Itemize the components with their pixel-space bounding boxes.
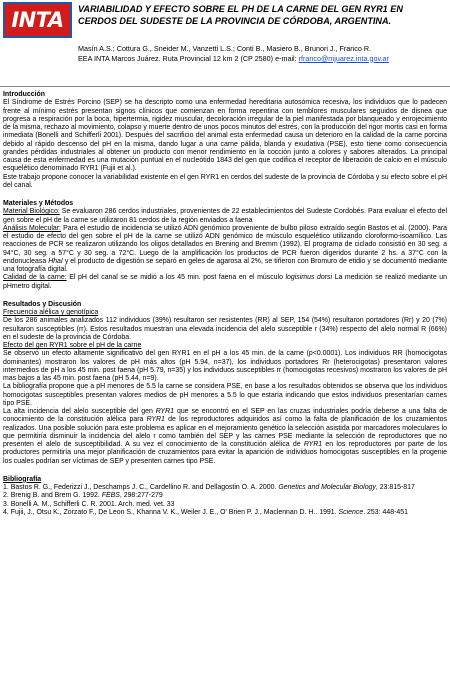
meat-text-a: El pH del canal se se midió a los 45 min. post faena en el músculo — [66, 274, 286, 282]
methods-biological — [3, 208, 447, 225]
disc-c: de los reproductores adquiridos así como la falta de planificación de los cruzamientos realizados. Una posible solución para este problema es aplicar en el mejoramiento genético la selección asistida por marcadores moleculares lo que permitiría disminuir la incidencia del alelo r como también del SEP y las carnes PSE mediante la selección de reproductores que no presenten el alelo de susceptibilidad. A su vez el conocimiento de la constitución alélica de — [3, 416, 447, 448]
results-discussion-text — [3, 408, 447, 466]
ref2-pages: , 298:277-279 — [119, 492, 163, 500]
ref2-journal: FEBS — [101, 492, 120, 500]
poster-title: VARIABILIDAD Y EFECTO SOBRE EL PH DE LA CARNE DEL GEN RYR1 EN CERDOS DEL SUDESTE DE LA PROVINCIA DE CÓRDOBA, ARGENTINA. — [78, 4, 403, 26]
methods-meat-quality — [3, 274, 447, 291]
results-frequency-text: De los 286 animales analizados 112 individuos (39%) resultaron ser resistentes (RR) al SEP, 154 (54%) resultaron portadores (Rr) y 20 (7%) resultaron susceptibles (rr). Estos resultados muestran una elevada incidencia del alelo susceptible r (34%) respecto del alelo normal R (66%) en el sudeste de la provincia de Córdoba. — [3, 317, 447, 341]
reference-1 — [3, 484, 447, 492]
mol-text-a: Para el estudio de incidencia se utilizó ADN genómico proveniente de bulbo piloso extraído según Bastos et al. (2000). Para el estudio de efecto del gen sobre el pH de la carne se utilizó ADN genómico de músculo esquelético utilizando cloroformo-isoamílico. Las reacciones de PCR se realizaron utilizando los oligos detallados en Brening and Bremm (1992). El programa de ciclado consistió en 30 seg. a 94°C, 30 seg. a 57°C y 30 seg. a 72°C. Luego de la amplificación los productos de PCR fueron digeridos durante 2 hs. a 37°C con la endonucleasa — [3, 224, 448, 265]
gene-name: RYR1 — [303, 441, 323, 448]
meat-label: Calidad de la carne: — [3, 274, 67, 282]
disc-d: en los reproductores por parte de los productores permitiría una mejor planificación de cruzamientos para evitar la aparición de individuos homocigotas susceptibles en la progenie los cuales podrían ser víctimas de SEP y presenten carnes tipo PSE. — [3, 441, 447, 465]
reference-4 — [3, 509, 447, 517]
ref2-authors: 2. Brenig B. and Brem G. 1992. — [3, 492, 102, 500]
results-subheading-frequency: Frecuencia alélica y genotípica — [3, 309, 99, 316]
poster-body — [3, 91, 447, 517]
ref1-authors: 1. Bastos R. G., Federizzi J., Deschamps J. C., Cardellino R. and Dellagostin O. A. 2000. — [3, 484, 279, 491]
methods-heading: Materiales y Métodos — [3, 200, 74, 207]
poster-header — [0, 0, 450, 88]
results-pse-text: La bibliografía propone que a pH menores de 5.5 la carne se considera PSE, en base a los resultados obtenidos se observa que los individuos homocigotas susceptibles presentan valores medios de pH menores a 5.5 lo que estaría indicando que estos individuos presentarían carnes tipo PSE. — [3, 383, 447, 407]
intro-paragraph: El Síndrome de Estrés Porcino (SEP) se ha descripto como una enfermedad hereditaria autosómica recesiva, los individuos que lo padecen frente al mínimo estrés presentan signos clínicos que comienzan en forma repentina con temblores musculares seguidos de disnea que progresa a respiración por la boca, hipertermia, rigidez muscular, decoloración irregular de la piel manifestada por blanqueado y enrojecimiento de la misma, rechazo al movimiento, colapso y muerte dentro de unos pocos minutos del estrés, con la producción del rigor mortis casi en forma inmediata (Bonelli and Schifferli 2001). Después del sacrificio del animal esta enfermedad causa un deterioro en la calidad de la carne porcina debido al rápido descenso del pH en la misma, dando lugar a una carne pálida, blanda y exudativa (PSE), esto tiene como consecuencia grandes pérdidas industriales al obtener un producto con menor rendimiento en la cocción junto a colores y sabores alterados. La principal causa de esta enfermedad es una mutación puntual en el nucleótido 1843 del gen que codifica el receptor de liberación de calcio en el músculo esquelético denominado RYR1 (Fujii et al.). — [3, 99, 447, 173]
intro-heading: Introducción — [3, 91, 46, 98]
header-divider — [0, 70, 450, 87]
affiliation — [78, 54, 444, 64]
reference-3: 3. Bonelli A. M., Schifferli C. R. 2001. Arch. med. vet. 33 — [3, 500, 175, 508]
inta-logo — [3, 2, 72, 38]
author-list: Masín A.S.; Cottura G., Sneider M., Vanzetti L.S.; Conti B., Masiero B., Brunori J., Franco R. — [78, 44, 372, 53]
disc-a: La alta incidencia del alelo susceptible del gen — [3, 408, 156, 415]
disc-b: que se encontró en el SEP en las cruzas industriales podría deberse a una falta de conocimiento de la constitución alélica para — [3, 408, 447, 424]
ref4-journal: Science — [338, 508, 364, 516]
bibliography-heading: Bibliografía — [3, 475, 42, 483]
reference-2 — [3, 492, 447, 500]
logo-text: INTA — [11, 8, 64, 32]
bio-text: Se evaluaron 286 cerdos industriales, provenientes de 22 establecimientos del Sudeste Cordobés. Para evaluar el efecto del gen sobre el pH de la carne se utilizaron 81 cerdos de la región enviados a faena — [3, 208, 448, 224]
gene-name: RYR1 — [146, 416, 165, 424]
mol-label: Análisis Molecular: — [3, 224, 61, 232]
ref1-journal: Genetics and Molecular Biology — [278, 484, 376, 491]
authors-block — [78, 44, 444, 63]
bio-label: Material Biológico: — [3, 208, 60, 216]
intro-objective: Este trabajo propone conocer la variabilidad existente en el gen RYR1 en cerdos del sudeste de la provincia de Córdoba y su efecto sobre el pH del canal. — [3, 173, 447, 189]
ref4-pages: . 253: 448-451 — [363, 508, 408, 516]
email-link[interactable]: rfranco@mjuarez.inta.gov.ar — [298, 53, 389, 63]
muscle-name: logisimus dorsi — [285, 274, 333, 282]
gene-name: RYR1 — [155, 408, 175, 415]
affiliation-text: EEA INTA Marcos Juárez. Ruta Provincial 12 km 2 (CP 2580) e-mail: — [78, 53, 299, 63]
ref1-pages: , 23:815-817 — [375, 484, 415, 491]
methods-molecular — [3, 225, 447, 275]
results-subheading-ph: Efecto del gen RYR1 sobre el pH de la carne — [3, 342, 142, 349]
ref4-authors: 4. Fujii, J., Otsu K., Zorzato F., De Leon S., Khanna V. K., Weiler J. E., O' Brien P. J., Maclennan D. H.. 1991. — [3, 508, 339, 516]
mol-text-b: y el producto de digestión se separó en geles de agarosa al 2%, se tiñeron con Bromuro de etidio y se documentó mediante una fotografía digital. — [3, 257, 447, 273]
results-heading: Resultados y Discusión — [3, 300, 82, 308]
results-ph-text: Se observó un efecto altamente significativo del gen RYR1 en el pH a los 45 min. de la carne (p<0.0001). Los individuos RR (homocigotas dominantes) mostraron los valores de pH más altos (pH 5.94, n=37), los individuos portadores Rr (heterocigotas) presentaron valores intermedios de pH a los 45 min. post faena (pH 5.79, n=35) y los individuos susceptibles rr (homocigotas recesivos) mostraron los valores de pH mas bajos a las 45 min. post faena (pH 5.44, n=9). — [3, 350, 447, 382]
enzyme-name: HhaI — [48, 257, 63, 265]
meat-text-b: La medición se realizó mediante un pHmetro digital. — [3, 274, 447, 290]
